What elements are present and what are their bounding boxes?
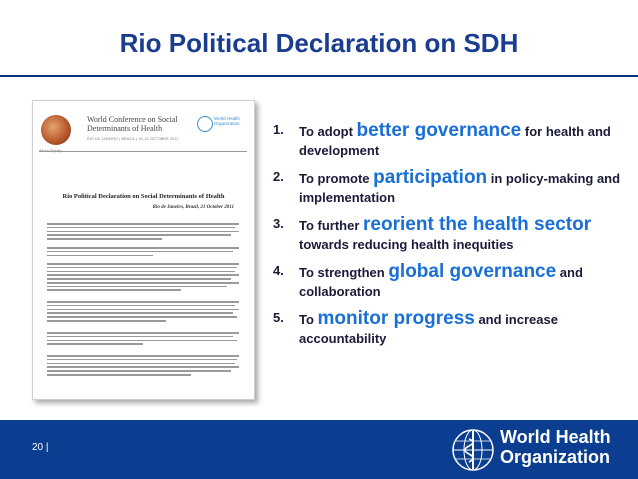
slide-title: Rio Political Declaration on SDH [119,28,519,58]
list-item [272,120,622,160]
list-item [272,261,622,301]
item-number: 2. [273,169,284,184]
org-name-line2: Organization [500,447,611,467]
item-text: and increase accountability [299,312,558,346]
title-divider [0,75,638,77]
item-highlight: reorient the health sector [363,214,592,235]
item-text: To further [299,218,364,233]
item-highlight: global governance [388,261,557,282]
document-paragraph [47,223,239,242]
who-small-emblem-icon [197,116,213,132]
document-date: Rio de Janeiro, Brazil, 21 October 2011 [152,205,234,210]
who-small-label: World Health Organization [214,116,240,126]
item-text: towards reducing health inequities [299,237,514,252]
footer-bar [0,420,638,479]
item-number: 5. [273,310,284,325]
item-text: To [299,312,318,327]
page-number: 20 | [32,442,49,453]
who-organization-name [500,427,611,467]
conference-logo-icon [41,115,71,145]
commitments-list [272,120,622,355]
item-highlight: participation [373,167,488,188]
who-emblem-icon [450,427,496,473]
item-text: To strengthen [299,265,389,280]
item-text: and collaboration [299,265,583,299]
list-item [272,214,622,254]
item-number: 3. [273,216,284,231]
document-paragraph [47,247,239,258]
item-highlight: better governance [356,120,522,141]
conference-subtitle: RIO DE JANEIRO | BRAZIL | 19–21 OCTOBER 2011 [87,137,179,141]
item-number: 1. [273,122,284,137]
conference-title: World Conference on Social Determinants of Health [87,115,178,133]
item-number: 4. [273,263,284,278]
document-paragraph [47,355,239,378]
list-item [272,308,622,348]
document-paragraph [47,263,239,293]
item-text: in policy-making and implementation [299,171,621,205]
document-paragraph [47,301,239,324]
item-highlight: monitor progress [317,308,475,329]
document-title: Rio Political Declaration on Social Determinants of Health [62,193,225,200]
item-text: To promote [299,171,374,186]
org-name-line1: World Health [500,427,611,447]
declaration-document-thumbnail [32,100,255,400]
document-paragraph [47,332,239,347]
document-header-rule [39,151,247,152]
item-text: for health and development [299,124,611,158]
list-item [272,167,622,207]
item-text: To adopt [299,124,357,139]
